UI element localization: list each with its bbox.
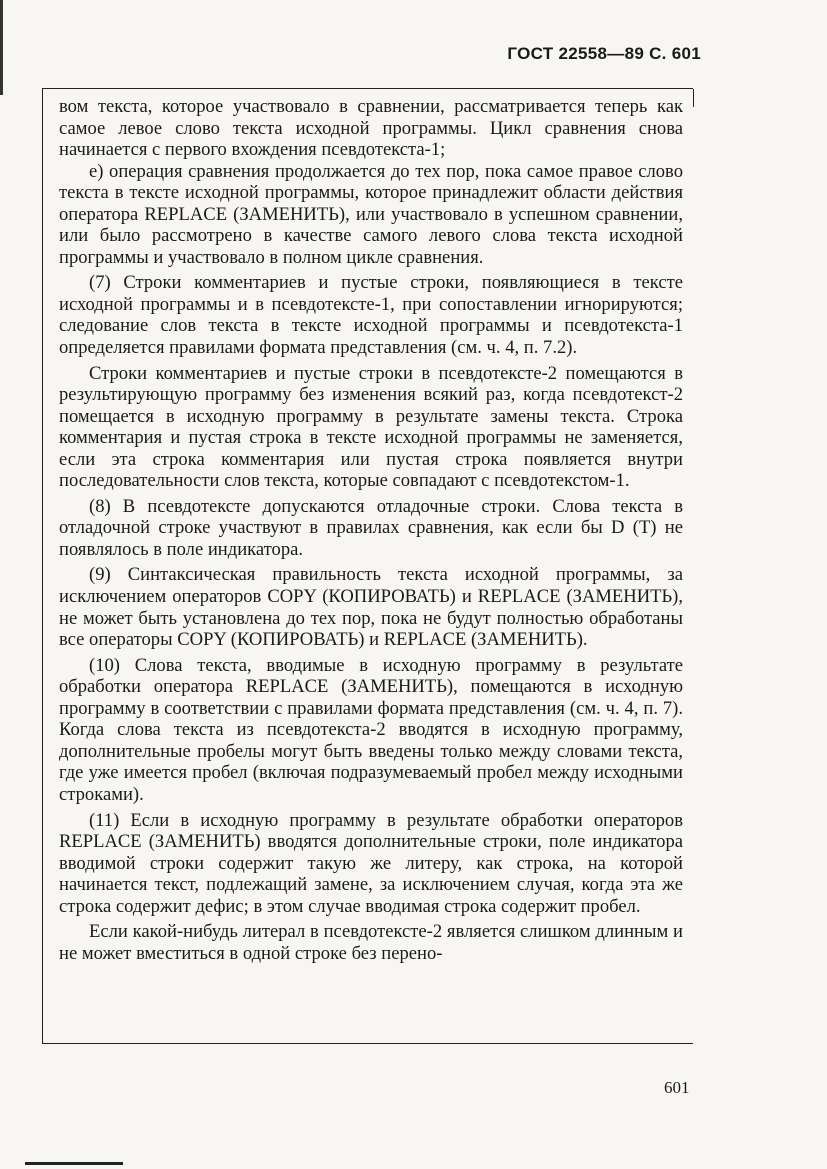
paragraph-continuation: вом текста, которое участвовало в сравнении, рассматривается теперь как самое левое слово текста исходной программы. Цикл сравнения снова начинается с первого вхождения псевдотекста-1; — [59, 96, 683, 161]
paragraph-rule-11: (11) Если в исходную программу в результате обработки операторов REPLACE (ЗАМЕНИТЬ) вводятся дополнительные строки, поле индикатора вводимой строки содержит такую же литеру, как строка, на которой начинается текст, подлежащий замене, за исключением случая, когда эта же строка содержит дефис; в этом случае вводимая строка содержит пробел. — [59, 809, 683, 917]
scan-edge-mark — [0, 0, 3, 95]
page-body — [59, 96, 683, 964]
paragraph-item-e: е) операция сравнения продолжается до тех пор, пока самое правое слово текста в тексте исходной программы, которое принадлежит области действия оператора REPLACE (ЗАМЕНИТЬ), или участвовало в успешном сравнении, или было рассмотрено в качестве самого левого слова текста исходной программы и участвовало в полном цикле сравнения. — [59, 160, 683, 268]
paragraph-rule-9: (9) Синтаксическая правильность текста исходной программы, за исключением операторов COPY (КОПИРОВАТЬ) и REPLACE (ЗАМЕНИТЬ), не может быть установлена до тех пор, пока не будут полностью обработаны все операторы COPY (КОПИРОВАТЬ) и REPLACE (ЗАМЕНИТЬ). — [59, 564, 683, 651]
page-header: ГОСТ 22558—89 С. 601 — [507, 44, 701, 63]
paragraph-literal: Если какой-нибудь литерал в псевдотексте-2 является слишком длинным и не может вместиться в одной строке без перено- — [59, 921, 683, 964]
scan-bottom-mark — [25, 1162, 123, 1165]
paragraph-rule-8: (8) В псевдотексте допускаются отладочные строки. Слова текста в отладочной строке участвуют в правилах сравнения, как если бы D (Т) не появлялось в поле индикатора. — [59, 495, 683, 560]
page-number: 601 — [664, 1078, 690, 1097]
paragraph-rule-7: (7) Строки комментариев и пустые строки, появляющиеся в тексте исходной программы и в псевдотексте-1, при сопоставлении игнорируются; следование слов текста в тексте исходной программы и псевдотекста-1 определяется правилами формата представления (см. ч. 4, п. 7.2). — [59, 272, 683, 359]
paragraph-rule-10: (10) Слова текста, вводимые в исходную программу в результате обработки оператора REPLACE (ЗАМЕНИТЬ), помещаются в исходную программу в соответствии с правилами формата представления (см. ч. 4, п. 7). Когда слова текста из псевдотекста-2 вводятся в исходную программу, дополнительные пробелы могут быть введены только между словами текста, где уже имеется пробел (включая подразумеваемый пробел между исходными строками). — [59, 654, 683, 805]
paragraph-comment-lines: Строки комментариев и пустые строки в псевдотексте-2 помещаются в результирующую программу без изменения всякий раз, когда псевдотекст-2 помещается в исходную программу в результате замены текста. Строка комментария и пустая строка в тексте исходной программы не заменяется, если эта строка комментария или пустая строка появляется внутри последовательности слов текста, которые совпадают с псевдотекстом-1. — [59, 362, 683, 492]
